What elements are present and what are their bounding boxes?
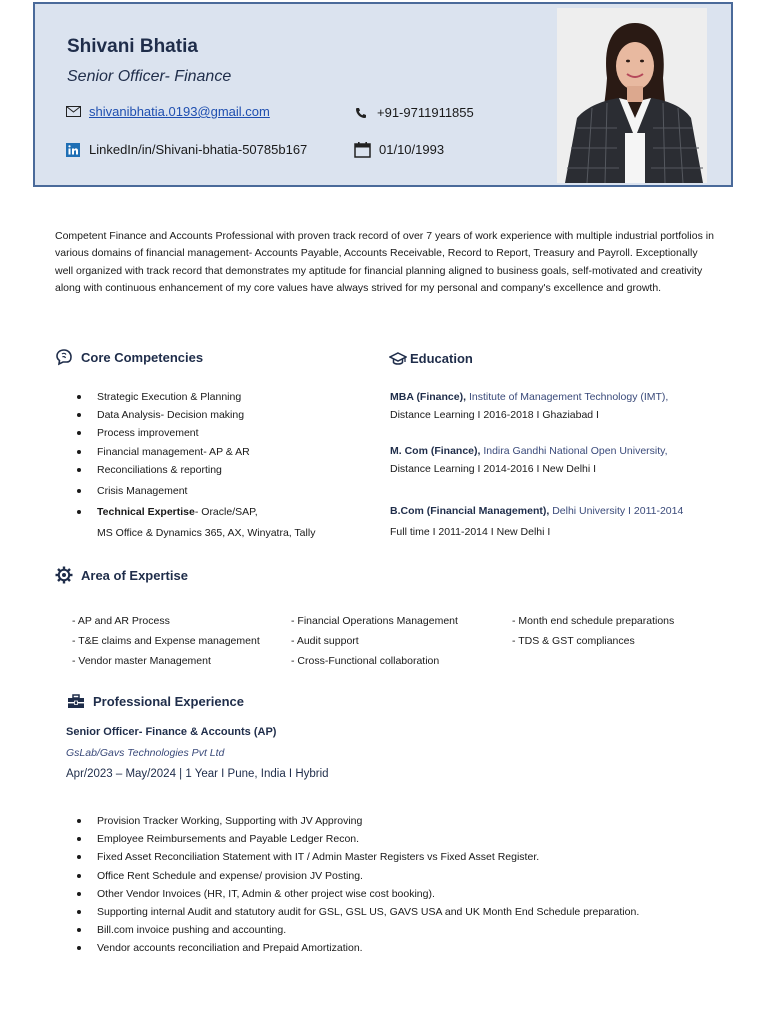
linkedin-icon (65, 143, 81, 157)
list-item: - T&E claims and Expense management (72, 635, 260, 647)
expertise-column-3 (512, 611, 674, 651)
area-of-expertise-title: Area of Expertise (81, 567, 188, 583)
linkedin-url[interactable]: LinkedIn/in/Shivani-bhatia-50785b167 (89, 142, 308, 157)
institution-name: Institute of Management Technology (IMT), (466, 391, 669, 403)
institution-name: Delhi University I 2011-2014 (549, 505, 684, 517)
list-item: Reconciliations & reporting (75, 461, 375, 479)
calendar-icon (353, 140, 371, 158)
head-brain-icon (55, 348, 73, 366)
professional-experience-title: Professional Experience (93, 694, 245, 709)
phone-row (353, 105, 474, 120)
list-item: Financial management- AP & AR (75, 443, 375, 461)
list-item: - Cross-Functional collaboration (291, 655, 440, 667)
list-item: Strategic Execution & Planning (75, 388, 375, 406)
core-competencies-heading (55, 348, 203, 366)
list-item: MS Office & Dynamics 365, AX, Winyatra, Tally (97, 527, 316, 540)
briefcase-icon (67, 694, 85, 709)
list-item: Data Analysis- Decision making (75, 406, 375, 424)
job-meta: Apr/2023 – May/2024 | 1 Year I Pune, India I Hybrid (66, 768, 329, 780)
linkedin-row (65, 142, 307, 157)
tech-expertise-value: - Oracle/SAP, (194, 506, 258, 519)
gear-icon (55, 566, 73, 584)
phone-icon (353, 106, 369, 120)
list-item: Provision Tracker Working, Supporting with JV Approving (75, 812, 735, 830)
list-item: Crisis Management (75, 482, 375, 500)
list-item: Vendor accounts reconciliation and Prepaid Amortization. (75, 939, 735, 957)
competencies-list (75, 388, 375, 543)
envelope-icon (65, 105, 81, 119)
education-item (390, 388, 668, 424)
education-detail: Distance Learning I 2016-2018 I Ghaziabad I (390, 409, 599, 421)
list-item: - Audit support (291, 635, 359, 647)
email-link[interactable]: shivanibhatia.0193@gmail.com (89, 104, 270, 119)
professional-summary: Competent Finance and Accounts Professional with proven track record of over 7 years of work experience with multiple industrial portfolios in various domains of financial management- Accounts Payable, Accounts Receivable, Record to Report, Treasury and Payroll. Exceptionally well organized with track record that demonstrates my aptitude for financial planning aligned to business goals, self-motivated and creativity along with continuous enhancement of my core values have always strived for my personal and company's excellence and growth. (55, 230, 714, 295)
list-item: - AP and AR Process (72, 615, 170, 627)
degree-name: M. Com (Finance), (390, 445, 481, 457)
core-competencies-title: Core Competencies (81, 349, 204, 365)
institution-name: Indira Gandhi National Open University, (480, 445, 668, 457)
degree-name: B.Com (Financial Management), (390, 505, 550, 517)
education-item (390, 442, 668, 478)
date-of-birth: 01/10/1993 (379, 141, 445, 157)
candidate-title: Senior Officer- Finance (67, 68, 232, 85)
list-item: - Financial Operations Management (291, 615, 458, 627)
list-item: Office Rent Schedule and expense/ provision JV Posting. (75, 867, 735, 885)
education-item (390, 502, 683, 541)
list-item: - TDS & GST compliances (512, 635, 635, 647)
list-item: Fixed Asset Reconciliation Statement with IT / Admin Master Registers vs Fixed Asset Register. (75, 848, 735, 866)
profile-photo (557, 8, 707, 183)
phone-number: +91-9711911855 (377, 105, 474, 120)
education-detail: Distance Learning I 2014-2016 I New Delhi I (390, 463, 597, 475)
dob-row (353, 140, 444, 158)
graduation-cap-icon (389, 352, 407, 366)
list-item: - Month end schedule preparations (512, 615, 675, 627)
tech-expertise-label: Technical Expertise (97, 506, 195, 519)
job-title: Senior Officer- Finance & Accounts (AP) (66, 726, 277, 738)
list-item: - Vendor master Management (72, 655, 211, 667)
list-item: Employee Reimbursements and Payable Ledger Recon. (75, 830, 735, 848)
list-item: Bill.com invoice pushing and accounting. (75, 921, 735, 939)
company-name: GsLab/Gavs Technologies Pvt Ltd (66, 747, 225, 759)
expertise-column-2 (291, 611, 458, 671)
resume-header (33, 2, 733, 187)
expertise-column-1 (72, 611, 260, 671)
list-item: Process improvement (75, 424, 375, 442)
experience-bullets (75, 812, 735, 958)
degree-name: MBA (Finance), (390, 391, 467, 403)
education-detail: Full time I 2011-2014 I New Delhi I (390, 526, 551, 538)
list-item: Other Vendor Invoices (HR, IT, Admin & other project wise cost booking). (75, 885, 735, 903)
area-of-expertise-heading (55, 566, 188, 584)
email-row (65, 104, 270, 119)
list-item (75, 503, 375, 521)
education-title: Education (410, 351, 473, 366)
professional-experience-heading (67, 694, 244, 709)
education-heading (389, 351, 473, 366)
candidate-name: Shivani Bhatia (67, 36, 198, 57)
list-item: Supporting internal Audit and statutory audit for GSL, GSL US, GAVS USA and UK Month End Schedule preparation. (75, 903, 735, 921)
